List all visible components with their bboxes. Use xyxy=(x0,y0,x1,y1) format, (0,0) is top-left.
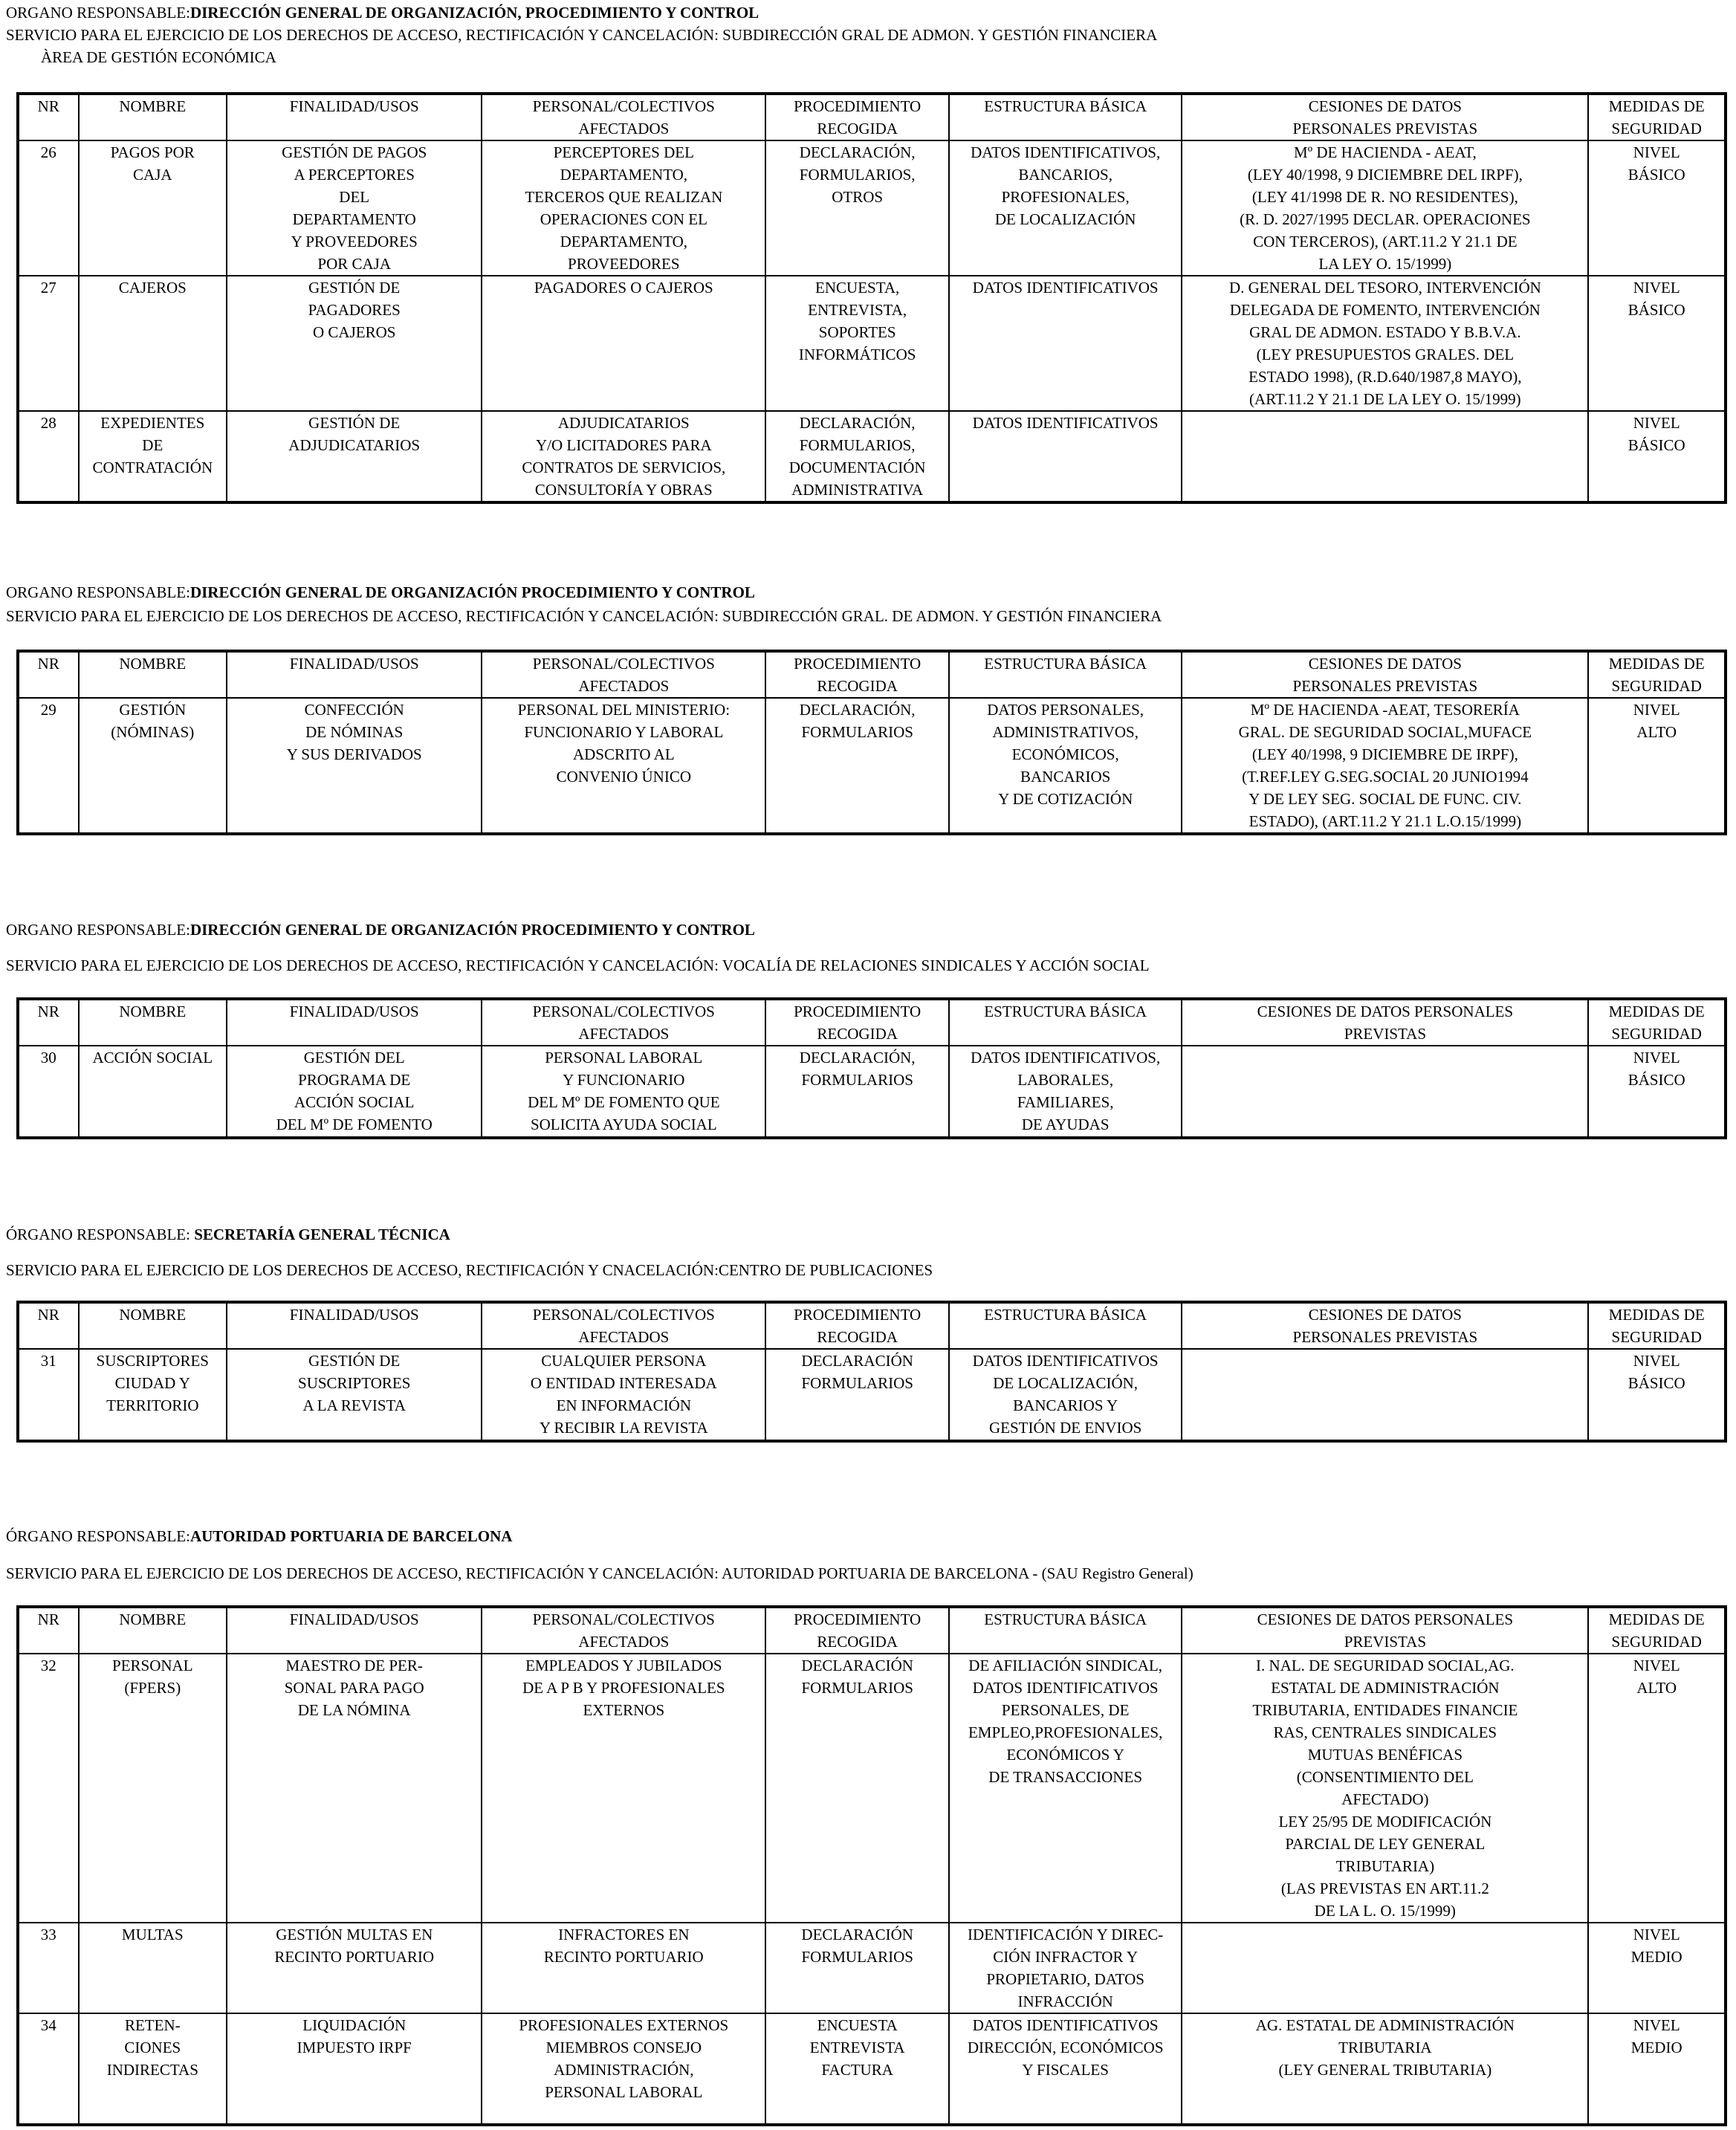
cell-medidas: NIVEL BÁSICO xyxy=(1588,140,1726,276)
organo-responsable: ÓRGANO RESPONSABLE:AUTORIDAD PORTUARIA DE BARCELONA xyxy=(6,1527,513,1545)
col-header-finalidad: FINALIDAD/USOS xyxy=(227,999,482,1046)
cell-nr: 29 xyxy=(18,698,79,834)
cell-estructura: DATOS IDENTIFICATIVOS DE LOCALIZACIÓN, BANCARIOS Y GESTIÓN DE ENVIOS xyxy=(949,1349,1182,1441)
col-header-nombre: NOMBRE xyxy=(79,1302,227,1349)
col-header-cesiones: CESIONES DE DATOS PERSONALES PREVISTAS xyxy=(1182,999,1588,1046)
cell-medidas: NIVEL BÁSICO xyxy=(1588,411,1726,502)
cell-nr: 27 xyxy=(18,276,79,411)
organo-responsable: ORGANO RESPONSABLE:DIRECCIÓN GENERAL DE ORGANIZACIÓN PROCEDIMIENTO Y CONTROL xyxy=(6,583,755,601)
col-header-personal: PERSONAL/COLECTIVOS AFECTADOS xyxy=(482,999,765,1046)
col-header-medidas: MEDIDAS DE SEGURIDAD xyxy=(1588,94,1726,140)
col-header-estructura: ESTRUCTURA BÁSICA xyxy=(949,94,1182,140)
cell-finalidad: GESTIÓN DE PAGADORES O CAJEROS xyxy=(227,276,482,411)
col-header-nr: NR xyxy=(18,1302,79,1349)
cell-cesiones xyxy=(1182,1349,1588,1441)
col-header-procedimiento: PROCEDIMIENTO RECOGIDA xyxy=(765,94,949,140)
servicio-derechos: SERVICIO PARA EL EJERCICIO DE LOS DERECHOS DE ACCESO, RECTIFICACIÓN Y CNACELACIÓN:CENTRO DE PUBLICACIONES xyxy=(6,1261,933,1279)
cell-cesiones: I. NAL. DE SEGURIDAD SOCIAL,AG. ESTATAL DE ADMINISTRACIÓN TRIBUTARIA, ENTIDADES FINANCIE RAS, CENTRALES SINDICALES MUTUAS BENÉFICAS (CONSENTIMIENTO DEL AFECTADO) LEY 25/95 DE MODIFICACIÓN PARCIAL DE LEY GENERAL TRIBUTARIA) (LAS PREVISTAS EN ART.11.2 DE LA L. O. 15/1999) xyxy=(1182,1654,1588,1923)
table-row xyxy=(18,411,1726,502)
col-header-cesiones: CESIONES DE DATOS PERSONALES PREVISTAS xyxy=(1182,651,1588,698)
cell-nr: 34 xyxy=(18,2013,79,2125)
registro-table xyxy=(16,92,1727,504)
cell-personal: CUALQUIER PERSONA O ENTIDAD INTERESADA EN INFORMACIÓN Y RECIBIR LA REVISTA xyxy=(482,1349,765,1441)
cell-medidas: NIVEL ALTO xyxy=(1588,1654,1726,1923)
cell-finalidad: GESTIÓN DE PAGOS A PERCEPTORES DEL DEPARTAMENTO Y PROVEEDORES POR CAJA xyxy=(227,140,482,276)
table-header-row xyxy=(18,1302,1726,1349)
cell-estructura: DATOS IDENTIFICATIVOS DIRECCIÓN, ECONÓMICOS Y FISCALES xyxy=(949,2013,1182,2125)
cell-estructura: IDENTIFICACIÓN Y DIREC- CIÓN INFRACTOR Y PROPIETARIO, DATOS INFRACCIÓN xyxy=(949,1923,1182,2013)
col-header-nombre: NOMBRE xyxy=(79,999,227,1046)
col-header-finalidad: FINALIDAD/USOS xyxy=(227,1302,482,1349)
col-header-estructura: ESTRUCTURA BÁSICA xyxy=(949,1302,1182,1349)
col-header-personal: PERSONAL/COLECTIVOS AFECTADOS xyxy=(482,94,765,140)
table-row xyxy=(18,140,1726,276)
cell-medidas: NIVEL MEDIO xyxy=(1588,1923,1726,2013)
cell-procedimiento: DECLARACIÓN, FORMULARIOS, OTROS xyxy=(765,140,949,276)
cell-procedimiento: DECLARACIÓN, FORMULARIOS xyxy=(765,698,949,834)
cell-finalidad: GESTIÓN DE ADJUDICATARIOS xyxy=(227,411,482,502)
cell-finalidad: MAESTRO DE PER- SONAL PARA PAGO DE LA NÓMINA xyxy=(227,1654,482,1923)
cell-procedimiento: DECLARACIÓN, FORMULARIOS, DOCUMENTACIÓN ADMINISTRATIVA xyxy=(765,411,949,502)
servicio-derechos: SERVICIO PARA EL EJERCICIO DE LOS DERECHOS DE ACCESO, RECTIFICACIÓN Y CANCELACIÓN: VOCALÍA DE RELACIONES SINDICALES Y ACCIÓN SOCIAL xyxy=(6,956,1150,974)
cell-nr: 31 xyxy=(18,1349,79,1441)
cell-finalidad: LIQUIDACIÓN IMPUESTO IRPF xyxy=(227,2013,482,2125)
cell-nombre: GESTIÓN (NÓMINAS) xyxy=(79,698,227,834)
cell-procedimiento: ENCUESTA ENTREVISTA FACTURA xyxy=(765,2013,949,2125)
cell-finalidad: CONFECCIÓN DE NÓMINAS Y SUS DERIVADOS xyxy=(227,698,482,834)
col-header-nr: NR xyxy=(18,651,79,698)
cell-estructura: DATOS PERSONALES, ADMINISTRATIVOS, ECONÓMICOS, BANCARIOS Y DE COTIZACIÓN xyxy=(949,698,1182,834)
col-header-medidas: MEDIDAS DE SEGURIDAD xyxy=(1588,999,1726,1046)
cell-finalidad: GESTIÓN DE SUSCRIPTORES A LA REVISTA xyxy=(227,1349,482,1441)
table-header-row xyxy=(18,999,1726,1046)
cell-personal: PERCEPTORES DEL DEPARTAMENTO, TERCEROS QUE REALIZAN OPERACIONES CON EL DEPARTAMENTO, PROVEEDORES xyxy=(482,140,765,276)
col-header-personal: PERSONAL/COLECTIVOS AFECTADOS xyxy=(482,1302,765,1349)
cell-medidas: NIVEL BÁSICO xyxy=(1588,276,1726,411)
cell-nombre: ACCIÓN SOCIAL xyxy=(79,1046,227,1138)
cell-personal: ADJUDICATARIOS Y/O LICITADORES PARA CONTRATOS DE SERVICIOS, CONSULTORÍA Y OBRAS xyxy=(482,411,765,502)
col-header-procedimiento: PROCEDIMIENTO RECOGIDA xyxy=(765,999,949,1046)
cell-estructura: DATOS IDENTIFICATIVOS xyxy=(949,411,1182,502)
col-header-estructura: ESTRUCTURA BÁSICA xyxy=(949,651,1182,698)
registro-table xyxy=(16,997,1727,1139)
cell-nombre: CAJEROS xyxy=(79,276,227,411)
servicio-derechos: SERVICIO PARA EL EJERCICIO DE LOS DERECHOS DE ACCESO, RECTIFICACIÓN Y CANCELACIÓN: AUTORIDAD PORTUARIA DE BARCELONA - (SAU Registro General) xyxy=(6,1564,1194,1582)
col-header-personal: PERSONAL/COLECTIVOS AFECTADOS xyxy=(482,651,765,698)
organo-responsable: ORGANO RESPONSABLE:DIRECCIÓN GENERAL DE ORGANIZACIÓN, PROCEDIMIENTO Y CONTROL xyxy=(6,4,760,22)
area-label: ÀREA DE GESTIÓN ECONÓMICA xyxy=(41,48,276,66)
col-header-nr: NR xyxy=(18,1607,79,1654)
col-header-cesiones: CESIONES DE DATOS PERSONALES PREVISTAS xyxy=(1182,94,1588,140)
cell-nombre: PAGOS POR CAJA xyxy=(79,140,227,276)
cell-medidas: NIVEL MEDIO xyxy=(1588,2013,1726,2125)
cell-nr: 32 xyxy=(18,1654,79,1923)
cell-estructura: DATOS IDENTIFICATIVOS, BANCARIOS, PROFESIONALES, DE LOCALIZACIÓN xyxy=(949,140,1182,276)
cell-medidas: NIVEL BÁSICO xyxy=(1588,1046,1726,1138)
cell-personal: PROFESIONALES EXTERNOS MIEMBROS CONSEJO ADMINISTRACIÓN, PERSONAL LABORAL xyxy=(482,2013,765,2125)
registro-table xyxy=(16,1301,1727,1443)
organo-responsable: ORGANO RESPONSABLE:DIRECCIÓN GENERAL DE ORGANIZACIÓN PROCEDIMIENTO Y CONTROL xyxy=(6,921,755,939)
cell-procedimiento: DECLARACIÓN, FORMULARIOS xyxy=(765,1046,949,1138)
col-header-procedimiento: PROCEDIMIENTO RECOGIDA xyxy=(765,651,949,698)
cell-nombre: SUSCRIPTORES CIUDAD Y TERRITORIO xyxy=(79,1349,227,1441)
col-header-nombre: NOMBRE xyxy=(79,651,227,698)
col-header-finalidad: FINALIDAD/USOS xyxy=(227,94,482,140)
table-header-row xyxy=(18,94,1726,140)
table-row xyxy=(18,1349,1726,1441)
cell-cesiones xyxy=(1182,1923,1588,2013)
cell-procedimiento: DECLARACIÓN FORMULARIOS xyxy=(765,1923,949,2013)
cell-procedimiento: ENCUESTA, ENTREVISTA, SOPORTES INFORMÁTICOS xyxy=(765,276,949,411)
cell-nombre: EXPEDIENTES DE CONTRATACIÓN xyxy=(79,411,227,502)
registro-table xyxy=(16,650,1727,835)
registro-table xyxy=(16,1605,1727,2126)
cell-cesiones: Mº DE HACIENDA - AEAT, (LEY 40/1998, 9 DICIEMBRE DEL IRPF), (LEY 41/1998 DE R. NO RESIDENTES), (R. D. 2027/1995 DECLAR. OPERACIONES CON TERCEROS), (ART.11.2 Y 21.1 DE LA LEY O. 15/1999) xyxy=(1182,140,1588,276)
servicio-derechos: SERVICIO PARA EL EJERCICIO DE LOS DERECHOS DE ACCESO, RECTIFICACIÓN Y CANCELACIÓN: SUBDIRECCIÓN GRAL DE ADMON. Y GESTIÓN FINANCIERA xyxy=(6,26,1158,44)
col-header-finalidad: FINALIDAD/USOS xyxy=(227,1607,482,1654)
col-header-medidas: MEDIDAS DE SEGURIDAD xyxy=(1588,1607,1726,1654)
col-header-nombre: NOMBRE xyxy=(79,94,227,140)
cell-medidas: NIVEL ALTO xyxy=(1588,698,1726,834)
cell-nr: 28 xyxy=(18,411,79,502)
cell-nombre: RETEN- CIONES INDIRECTAS xyxy=(79,2013,227,2125)
col-header-cesiones: CESIONES DE DATOS PERSONALES PREVISTAS xyxy=(1182,1607,1588,1654)
cell-personal: INFRACTORES EN RECINTO PORTUARIO xyxy=(482,1923,765,2013)
cell-cesiones: Mº DE HACIENDA -AEAT, TESORERÍA GRAL. DE SEGURIDAD SOCIAL,MUFACE (LEY 40/1998, 9 DICIEMBRE DE IRPF), (T.REF.LEY G.SEG.SOCIAL 20 JUNIO1994 Y DE LEY SEG. SOCIAL DE FUNC. CIV. ESTADO), (ART.11.2 Y 21.1 L.O.15/1999) xyxy=(1182,698,1588,834)
cell-nr: 26 xyxy=(18,140,79,276)
table-row xyxy=(18,276,1726,411)
table-row xyxy=(18,1923,1726,2013)
cell-personal: PERSONAL DEL MINISTERIO: FUNCIONARIO Y LABORAL ADSCRITO AL CONVENIO ÚNICO xyxy=(482,698,765,834)
cell-personal: PAGADORES O CAJEROS xyxy=(482,276,765,411)
cell-estructura: DATOS IDENTIFICATIVOS xyxy=(949,276,1182,411)
cell-estructura: DATOS IDENTIFICATIVOS, LABORALES, FAMILIARES, DE AYUDAS xyxy=(949,1046,1182,1138)
col-header-personal: PERSONAL/COLECTIVOS AFECTADOS xyxy=(482,1607,765,1654)
col-header-procedimiento: PROCEDIMIENTO RECOGIDA xyxy=(765,1302,949,1349)
table-row xyxy=(18,1654,1726,1923)
table-header-row xyxy=(18,1607,1726,1654)
cell-finalidad: GESTIÓN DEL PROGRAMA DE ACCIÓN SOCIAL DEL Mº DE FOMENTO xyxy=(227,1046,482,1138)
col-header-estructura: ESTRUCTURA BÁSICA xyxy=(949,1607,1182,1654)
cell-nombre: PERSONAL (FPERS) xyxy=(79,1654,227,1923)
table-row xyxy=(18,2013,1726,2125)
col-header-medidas: MEDIDAS DE SEGURIDAD xyxy=(1588,1302,1726,1349)
table-row xyxy=(18,1046,1726,1138)
col-header-nr: NR xyxy=(18,999,79,1046)
cell-cesiones xyxy=(1182,411,1588,502)
cell-medidas: NIVEL BÁSICO xyxy=(1588,1349,1726,1441)
cell-finalidad: GESTIÓN MULTAS EN RECINTO PORTUARIO xyxy=(227,1923,482,2013)
table-row xyxy=(18,698,1726,834)
cell-nr: 33 xyxy=(18,1923,79,2013)
cell-cesiones: D. GENERAL DEL TESORO, INTERVENCIÓN DELEGADA DE FOMENTO, INTERVENCIÓN GRAL DE ADMON. ESTADO Y B.B.V.A. (LEY PRESUPUESTOS GRALES. DEL ESTADO 1998), (R.D.640/1987,8 MAYO), (ART.11.2 Y 21.1 DE LA LEY O. 15/1999) xyxy=(1182,276,1588,411)
cell-procedimiento: DECLARACIÓN FORMULARIOS xyxy=(765,1654,949,1923)
organo-responsable: ÓRGANO RESPONSABLE: SECRETARÍA GENERAL TÉCNICA xyxy=(6,1226,450,1243)
col-header-finalidad: FINALIDAD/USOS xyxy=(227,651,482,698)
col-header-medidas: MEDIDAS DE SEGURIDAD xyxy=(1588,651,1726,698)
col-header-nombre: NOMBRE xyxy=(79,1607,227,1654)
cell-personal: EMPLEADOS Y JUBILADOS DE A P B Y PROFESIONALES EXTERNOS xyxy=(482,1654,765,1923)
cell-procedimiento: DECLARACIÓN FORMULARIOS xyxy=(765,1349,949,1441)
cell-estructura: DE AFILIACIÓN SINDICAL, DATOS IDENTIFICATIVOS PERSONALES, DE EMPLEO,PROFESIONALES, ECONÓMICOS Y DE TRANSACCIONES xyxy=(949,1654,1182,1923)
col-header-nr: NR xyxy=(18,94,79,140)
cell-nombre: MULTAS xyxy=(79,1923,227,2013)
cell-nr: 30 xyxy=(18,1046,79,1138)
cell-cesiones: AG. ESTATAL DE ADMINISTRACIÓN TRIBUTARIA (LEY GENERAL TRIBUTARIA) xyxy=(1182,2013,1588,2125)
cell-personal: PERSONAL LABORAL Y FUNCIONARIO DEL Mº DE FOMENTO QUE SOLICITA AYUDA SOCIAL xyxy=(482,1046,765,1138)
cell-cesiones xyxy=(1182,1046,1588,1138)
table-header-row xyxy=(18,651,1726,698)
col-header-cesiones: CESIONES DE DATOS PERSONALES PREVISTAS xyxy=(1182,1302,1588,1349)
col-header-estructura: ESTRUCTURA BÁSICA xyxy=(949,999,1182,1046)
servicio-derechos: SERVICIO PARA EL EJERCICIO DE LOS DERECHOS DE ACCESO, RECTIFICACIÓN Y CANCELACIÓN: SUBDIRECCIÓN GRAL. DE ADMON. Y GESTIÓN FINANCIERA xyxy=(6,607,1162,625)
col-header-procedimiento: PROCEDIMIENTO RECOGIDA xyxy=(765,1607,949,1654)
